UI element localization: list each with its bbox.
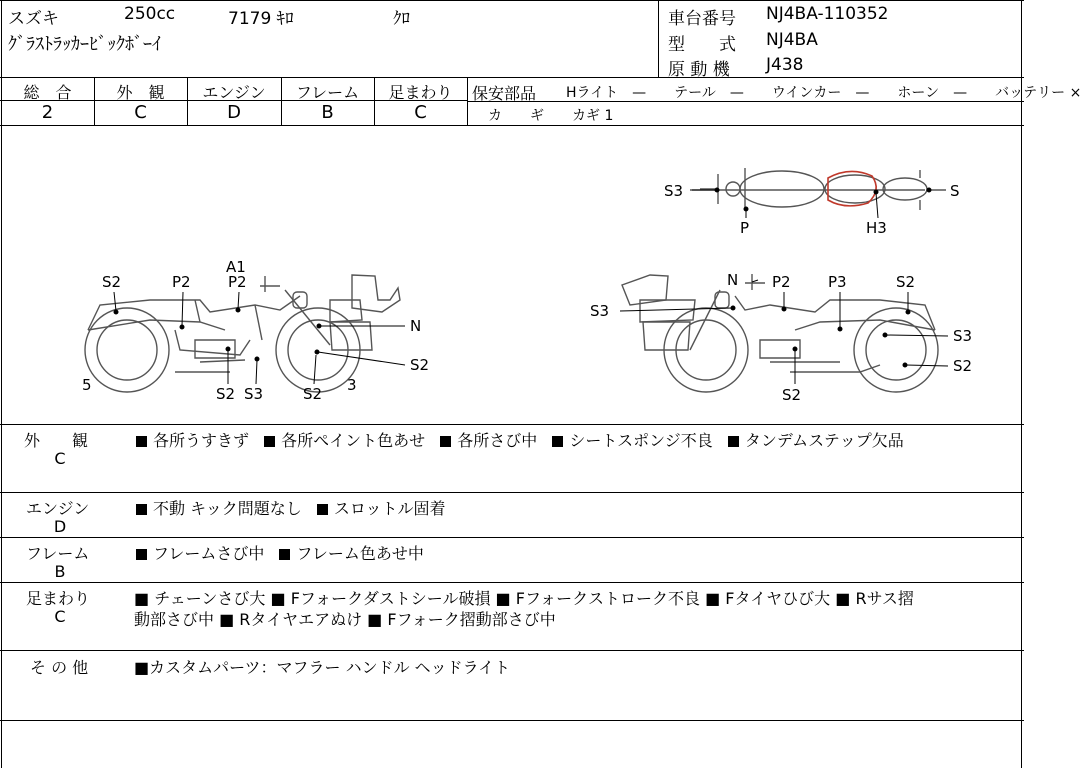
grade-frame-label: フレーム — [295, 83, 360, 102]
engine-value: J438 — [766, 55, 804, 75]
note-exterior-3: 各所さび中 — [457, 431, 538, 450]
grade-frame-value: B — [321, 102, 334, 123]
note-suspension-line2: 動部さび中 ■ Rタイヤエアぬけ ■ Fフォーク摺動部さび中 — [134, 610, 556, 629]
note-exterior-5: タンデムステップ欠品 — [744, 431, 904, 450]
left-label-s2-c: S2 — [216, 385, 236, 403]
bike-top-view-drawing — [690, 168, 927, 210]
note-frame-2: フレーム色あせ中 — [296, 544, 424, 563]
notes-engine-grade: D — [53, 517, 67, 536]
notes-engine-label: エンジン — [26, 499, 90, 518]
right-label-s3-b: S3 — [953, 327, 973, 345]
right-label-p2: P2 — [772, 273, 791, 291]
note-exterior-2: 各所ペイント色あせ — [281, 431, 426, 450]
engine-label: 原 動 機 — [668, 60, 730, 80]
top-label-h3: H3 — [866, 219, 887, 237]
left-label-s3: S3 — [244, 385, 264, 403]
note-exterior-4: シートスポンジ不良 — [569, 431, 713, 450]
notes-frame-grade: B — [54, 562, 66, 581]
safety-keys: カ ギ カギ 1 — [488, 108, 614, 124]
grade-suspension-value: C — [414, 102, 427, 123]
model-name: ｸﾞﾗｽﾄﾗｯｶｰﾋﾞｯｸﾎﾞｰｲ — [8, 34, 161, 55]
type-label: 型 式 — [668, 35, 736, 55]
left-label-p2-a: P2 — [172, 273, 191, 291]
right-label-s3-a: S3 — [590, 302, 610, 320]
right-bike-labels — [590, 271, 972, 404]
note-other-text: ■カスタムパーツ：マフラー ハンドル ヘッドライト — [134, 658, 511, 677]
type-value: NJ4BA — [766, 30, 818, 50]
grade-exterior-label: 外 観 — [116, 83, 165, 102]
left-label-s2-a: S2 — [102, 273, 122, 291]
displacement: 250cc — [124, 4, 176, 24]
notes-suspension-grade: C — [54, 607, 66, 626]
grade-overall-label: 総 合 — [23, 83, 72, 102]
bike-right-side-drawing — [622, 274, 938, 392]
notes-other-label: そ の 他 — [30, 658, 89, 677]
left-label-3: 3 — [347, 376, 357, 394]
left-label-p2-b: P2 — [228, 273, 247, 291]
notes-engine-list — [134, 496, 446, 519]
note-frame-1: フレームさび中 — [153, 544, 265, 563]
frame-no: NJ4BA-110352 — [766, 4, 889, 24]
notes-suspension-label: 足まわり — [26, 589, 91, 608]
notes-exterior-label: 外 観 — [24, 431, 89, 450]
right-label-n: N — [727, 271, 739, 289]
left-bike-labels — [82, 258, 429, 403]
bike-left-side-drawing — [85, 275, 400, 392]
safety-label: 保安部品 — [472, 84, 537, 103]
right-label-p3: P3 — [828, 273, 847, 291]
mileage: 7179 ｷﾛ — [228, 9, 294, 29]
grade-suspension-label: 足まわり — [388, 83, 453, 102]
color: ｸﾛ — [393, 9, 410, 29]
notes-exterior-list — [134, 428, 904, 451]
left-label-5: 5 — [82, 376, 92, 394]
grade-overall-value: 2 — [41, 102, 54, 123]
left-label-s2-d: S2 — [303, 385, 323, 403]
note-exterior-1: 各所うすきず — [153, 431, 250, 450]
top-label-p: P — [740, 219, 750, 237]
safety-items: Hライト — テール — ウインカー — ホーン — バッテリー × — [566, 85, 1081, 101]
note-engine-2: スロットル固着 — [333, 499, 446, 518]
notes-exterior-grade: C — [54, 449, 66, 468]
left-label-n: N — [410, 317, 422, 335]
note-engine-1: 不動 キック問題なし — [153, 499, 302, 518]
right-label-s2-a: S2 — [896, 273, 916, 291]
notes-frame-label: フレーム — [26, 544, 90, 563]
right-label-s2-c: S2 — [782, 386, 802, 404]
frame-no-label: 車台番号 — [668, 9, 736, 29]
grade-engine-label: エンジン — [202, 83, 266, 102]
note-suspension-line1: ■ チェーンさび大 ■ Fフォークダストシール破損 ■ Fフォークストローク不良 ■ Fタイヤひび大 ■ Rサス摺 — [134, 589, 914, 608]
left-label-a1: A1 — [226, 258, 246, 276]
maker: スズキ — [8, 9, 59, 29]
right-label-s2-b: S2 — [953, 357, 973, 375]
top-label-s: S — [950, 182, 960, 200]
notes-frame-list — [134, 541, 424, 564]
grade-exterior-value: C — [134, 102, 147, 123]
top-label-s3: S3 — [664, 182, 684, 200]
left-label-s2-b: S2 — [410, 356, 430, 374]
grade-engine-value: D — [227, 102, 241, 123]
